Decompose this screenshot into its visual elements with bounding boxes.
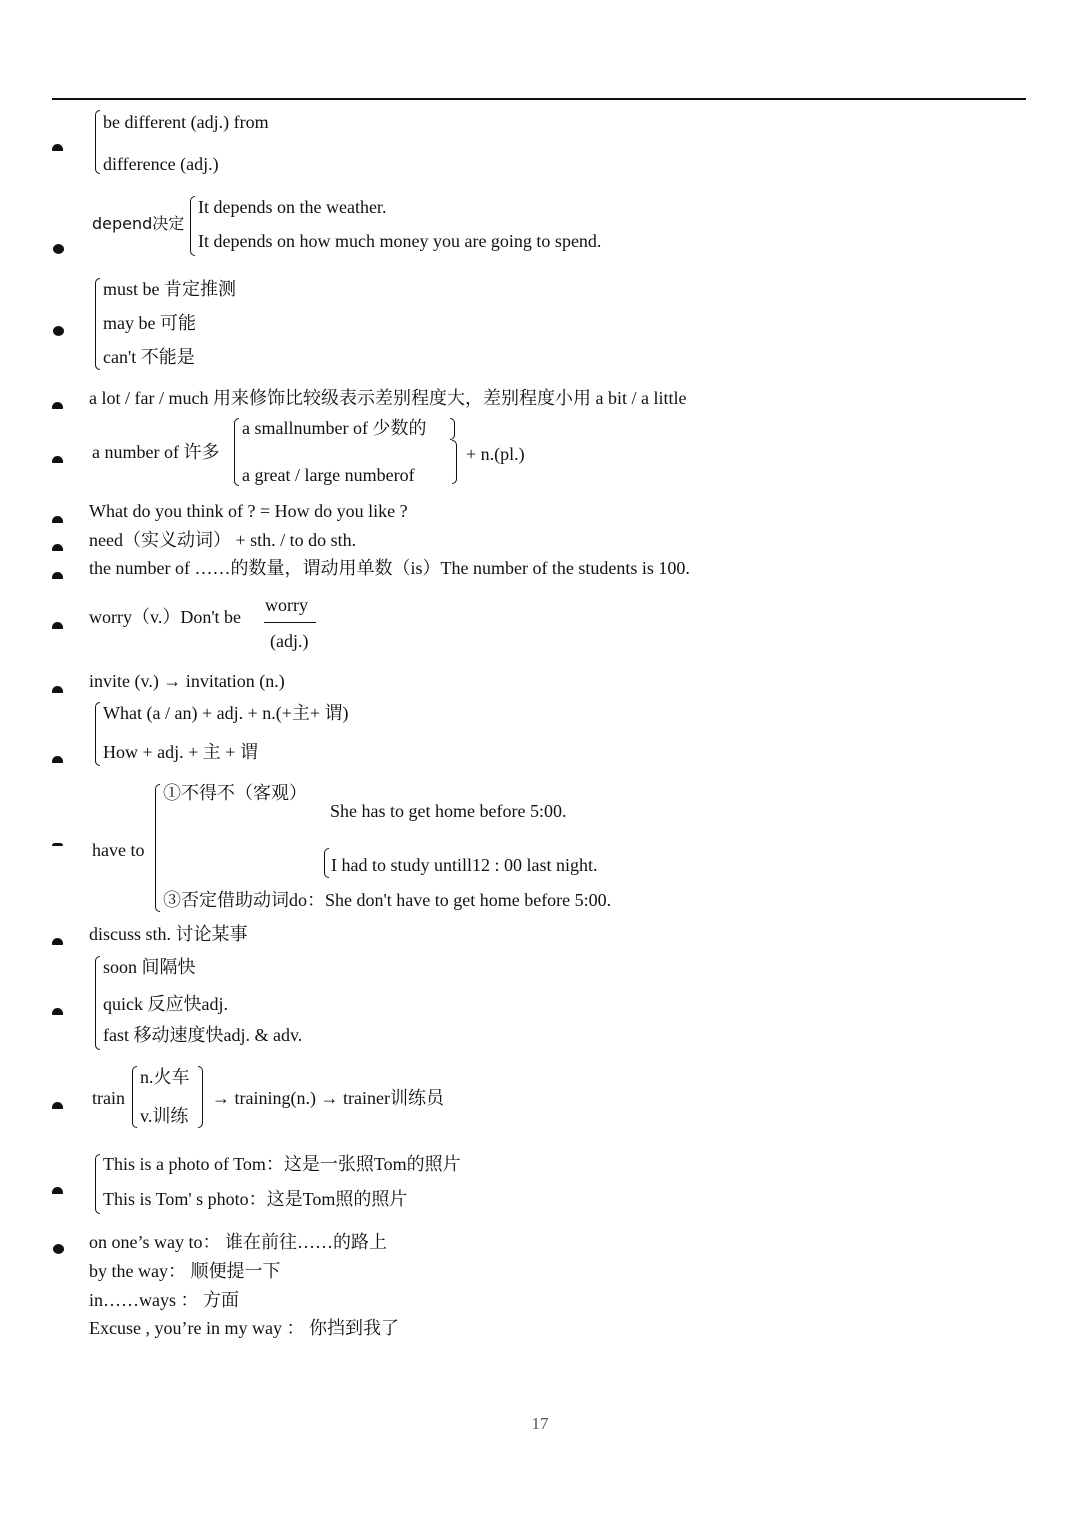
item5-line1: a smallnumber of 少数的 — [242, 418, 427, 438]
item12-lead: have to — [92, 840, 145, 860]
bullet-icon — [52, 516, 63, 523]
item9-lead: worry（v.）Don't be — [89, 607, 242, 627]
item10-text: invite (v.) → invitation (n.) — [89, 671, 285, 691]
item14-line3: fast 移动速度快adj. & adv. — [103, 1025, 303, 1045]
item17-line4: Excuse , you’re in my way ： 你挡到我了 — [89, 1318, 399, 1338]
item9-denominator: (adj.) — [270, 631, 309, 651]
item15-line2: v.训练 — [140, 1106, 189, 1126]
brace-right — [450, 418, 455, 440]
item14-line2: quick 反应快adj. — [103, 994, 228, 1014]
item15-tail: → training(n.) → trainer训练员 — [212, 1088, 444, 1108]
item15-line1: n.火车 — [140, 1067, 190, 1087]
brace-left — [234, 418, 239, 486]
bullet-icon — [52, 572, 63, 579]
brace-right — [198, 1066, 203, 1128]
brace-left — [155, 784, 160, 912]
item5-tail: + n.(pl.) — [466, 444, 525, 464]
brace-left — [132, 1066, 137, 1128]
item11-line2: How + adj. + 主 + 谓 — [103, 742, 258, 762]
item12-line2: She has to get home before 5:00. — [330, 801, 567, 821]
page-number: 17 — [531, 1414, 549, 1433]
item15-lead: train — [92, 1088, 125, 1108]
item4-text: a lot / far / much 用来修饰比较级表示差别程度大，差别程度小用 a bit / a little — [89, 388, 687, 408]
item7-text: need（实义动词） + sth. / to do sth. — [89, 530, 357, 550]
brace-left — [324, 848, 329, 878]
item17-line3: in……ways ： 方面 — [89, 1290, 239, 1310]
item2-line2: It depends on how much money you are going to spend. — [198, 231, 602, 251]
bullet-icon — [52, 1008, 63, 1015]
brace-left — [95, 1154, 100, 1214]
item1-line2: difference (adj.) — [103, 154, 219, 174]
item13-text: discuss sth. 讨论某事 — [89, 924, 248, 944]
item16-line2: This is Tom' s photo：这是Tom照的照片 — [103, 1189, 408, 1209]
brace-left — [95, 110, 100, 174]
item12-line1: ①不得不（客观） — [163, 783, 307, 803]
item1-line1: be different (adj.) from — [103, 112, 269, 132]
bullet-icon — [53, 326, 64, 336]
item9-numerator: worry — [265, 595, 308, 615]
bullet-icon — [52, 756, 63, 763]
item16-line1: This is a photo of Tom：这是一张照Tom的照片 — [103, 1154, 461, 1174]
bullet-icon — [53, 1244, 64, 1254]
item5-lead: a number of 许多 — [92, 442, 220, 462]
item3-line1: must be 肯定推测 — [103, 279, 236, 299]
brace-left — [95, 956, 100, 1050]
brace-left — [95, 702, 100, 766]
brace-left — [95, 278, 100, 370]
item17-line2: by the way： 顺便提一下 — [89, 1261, 281, 1281]
bullet-icon — [52, 1102, 63, 1109]
bullet-icon — [52, 622, 63, 629]
bullet-icon — [52, 938, 63, 945]
item17-line1: on one’s way to： 谁在前往……的路上 — [89, 1232, 387, 1252]
item2-line1: It depends on the weather. — [198, 197, 387, 217]
item5-line2: a great / large numberof — [242, 465, 415, 485]
bullet-icon — [52, 1187, 63, 1194]
item2-lead: depend决定 — [92, 214, 185, 233]
bullet-icon — [52, 843, 63, 846]
brace-right — [452, 440, 457, 484]
bullet-icon — [52, 456, 63, 463]
item8-text: the number of ……的数量，谓动用单数（is）The number of the students is 100. — [89, 558, 690, 578]
bullet-icon — [52, 402, 63, 409]
bullet-icon — [53, 244, 64, 254]
item3-line3: can't 不能是 — [103, 347, 195, 367]
item12-line3: I had to study untill12 : 00 last night. — [331, 855, 598, 875]
item12-line4: ③否定借助动词do：She don't have to get home before 5:00. — [163, 890, 612, 910]
top-rule — [52, 98, 1026, 100]
item3-line2: may be 可能 — [103, 313, 196, 333]
bullet-icon — [52, 544, 63, 551]
fraction-line — [264, 622, 316, 623]
item11-line1: What (a / an) + adj. + n.(+主+ 谓) — [103, 703, 349, 723]
item14-line1: soon 间隔快 — [103, 957, 196, 977]
bullet-icon — [52, 144, 63, 151]
bullet-icon — [52, 686, 63, 693]
item6-text: What do you think of ? = How do you like ? — [89, 501, 408, 521]
brace-left — [190, 196, 195, 256]
